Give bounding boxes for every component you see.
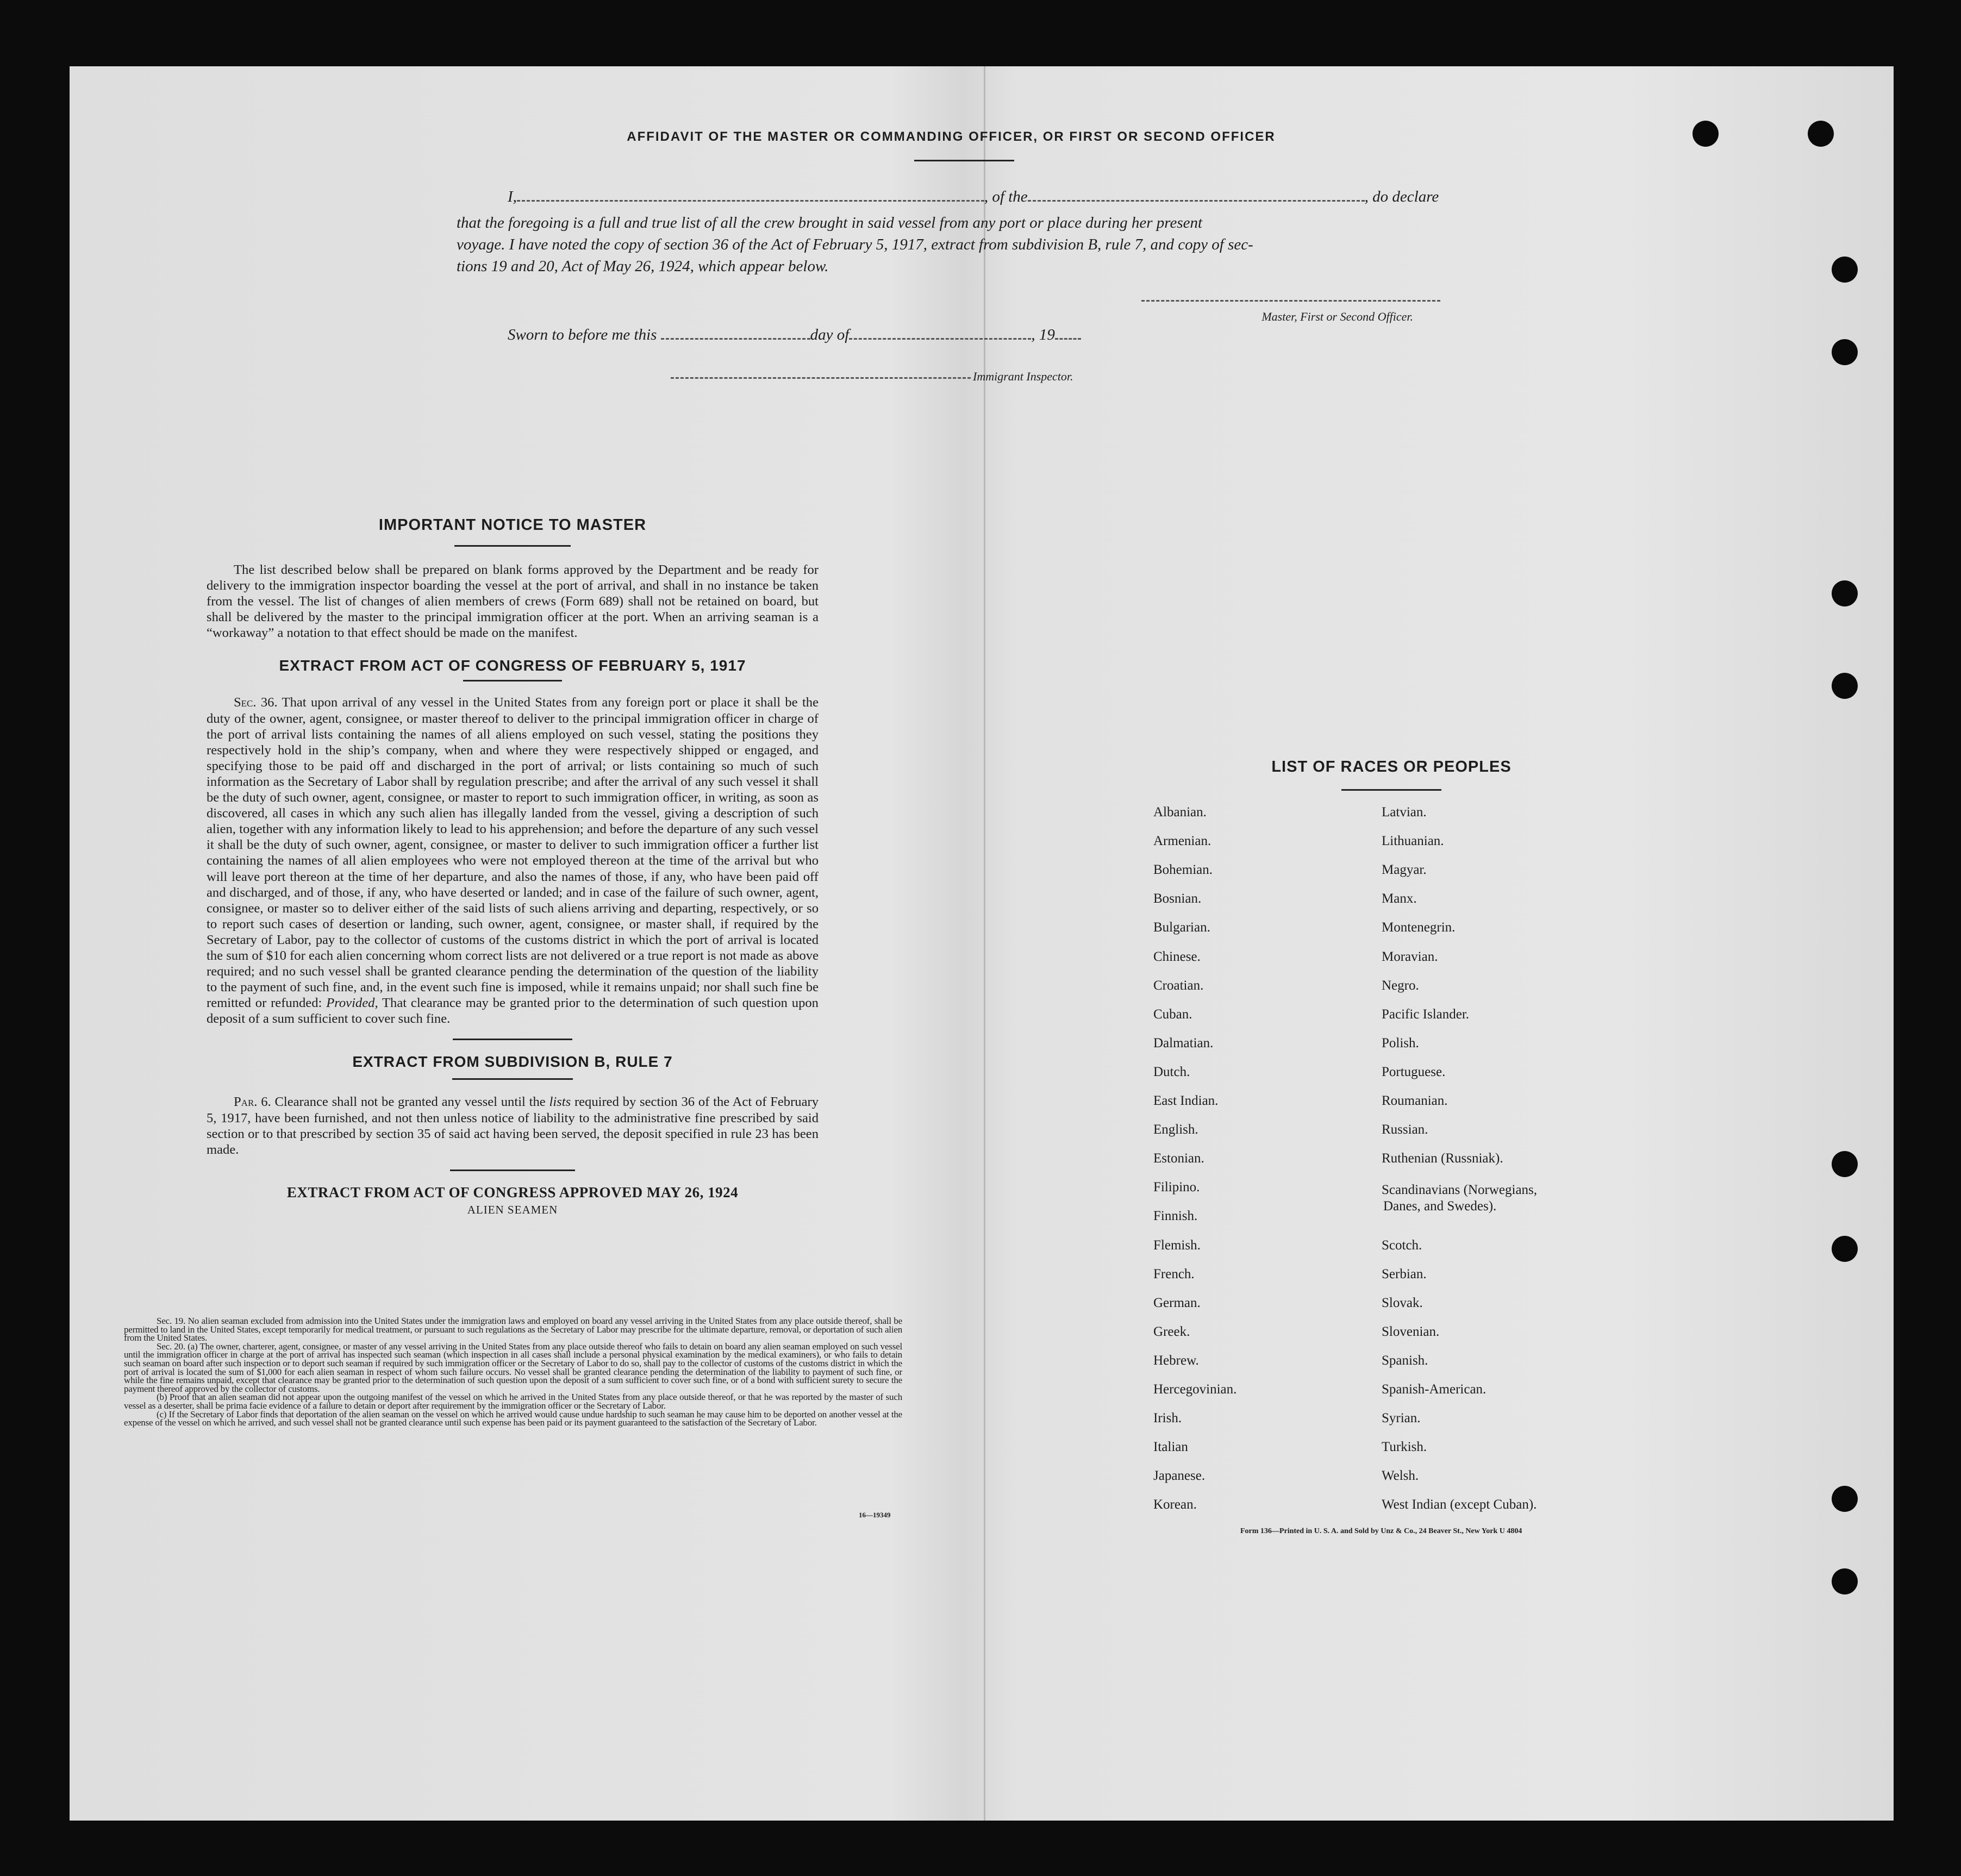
extract-rule7-title: EXTRACT FROM SUBDIVISION B, RULE 7 [352, 1053, 673, 1071]
punch-hole [1832, 1151, 1858, 1177]
race-item: Russian. [1382, 1122, 1428, 1137]
declarant-label: I, [508, 188, 517, 205]
sec-36-proviso: That clearance may be granted prior to the determination of such question upon deposit of a sum sufficient to cover such fine. [207, 996, 819, 1027]
provided-label: Provided, [326, 996, 378, 1011]
sec-20a-text: Sec. 20. (a) The owner, charterer, agent, consignee, or master of any vessel arriving in the United States from any place outside thereof who fails to detain on board any alien seaman employed on such vessel until the immigration officer in charge at the port of arrival has inspected such seaman (which inspection in all cases shall include a personal physical examination by the medical examiners), or who fails to detain such seaman on board after such inspection or to deport such seaman if required by such immigration officer or the Secretary of Labor to do so, shall pay to the collector of customs of the customs district in which the port of arrival is located the sum of $1,000 for each alien seaman in respect of whom such failure occurs. No vessel shall be granted clearance pending the determination of the liability to payment of such fine, or while the fine remains unpaid, except that clearance may be granted prior to the determination of such question upon the deposit of a sum sufficient to cover such fine, or of a bond with sufficient surety to secure the payment thereof approved by the collector of customs. [124, 1341, 902, 1394]
race-item: Hercegovinian. [1153, 1382, 1237, 1397]
extract-rule7-rule [452, 1078, 573, 1080]
inspector-signature-field[interactable] [671, 377, 971, 379]
race-item: Roumanian. [1382, 1093, 1448, 1108]
race-item: Greek. [1153, 1324, 1190, 1339]
race-item: East Indian. [1153, 1093, 1219, 1108]
extract-1924-title: EXTRACT FROM ACT OF CONGRESS APPROVED MAY 26, 1924 [286, 1184, 739, 1200]
race-item: Cuban. [1153, 1006, 1192, 1022]
master-signature-field[interactable] [1141, 300, 1440, 302]
punch-hole [1832, 339, 1858, 365]
races-title: LIST OF RACES OR PEOPLES [1271, 758, 1512, 776]
race-item: Hebrew. [1153, 1353, 1199, 1368]
race-item: Scotch. [1382, 1237, 1422, 1253]
punch-hole [1832, 1486, 1858, 1512]
race-item: West Indian (except Cuban). [1382, 1497, 1537, 1512]
race-item: Manx. [1382, 891, 1417, 906]
sworn-label: Sworn to before me this [508, 326, 657, 343]
race-item: Turkish. [1382, 1440, 1427, 1455]
punch-hole [1832, 673, 1858, 699]
race-item: Slovenian. [1382, 1324, 1440, 1339]
section-divider [450, 1170, 575, 1171]
race-item-continuation: Danes, and Swedes). [1383, 1199, 1497, 1214]
declaration-line-2: that the foregoing is a full and true list of all the crew brought in said vessel from any port or place during her present [457, 214, 1203, 232]
race-item: Bohemian. [1153, 862, 1213, 878]
race-item: Serbian. [1382, 1266, 1427, 1281]
sworn-year-field[interactable] [1055, 338, 1081, 340]
race-item: Korean. [1153, 1497, 1197, 1512]
declaration-text [457, 212, 1473, 277]
race-item: Bosnian. [1153, 891, 1202, 906]
race-item: French. [1153, 1266, 1195, 1281]
race-item: Portuguese. [1382, 1064, 1446, 1079]
title-rule [914, 160, 1014, 161]
race-item: Syrian. [1382, 1411, 1421, 1426]
race-item: Flemish. [1153, 1237, 1201, 1253]
race-item: Japanese. [1153, 1468, 1206, 1484]
declare-label: , do declare [1364, 188, 1439, 205]
inspector-signature-label: Immigrant Inspector. [973, 370, 1073, 383]
par-6-body-b: required by section 36 of the Act of February 5, 1917, have been furnished, and not then unless notice of liability to the administrative fine prescribed by said section or to that prescribed by section 35 of said act having been served, the deposit specified in rule 23 has been made. [207, 1095, 819, 1157]
race-item: Bulgarian. [1153, 920, 1210, 935]
race-item: Montenegrin. [1382, 920, 1456, 935]
sec-36-body: That upon arrival of any vessel in the United States from any foreign port or place it shall be the duty of the owner, agent, consignee, or master thereof to deliver to the principal immigration officer in charge of the port of arrival lists containing the names of all aliens employed on such vessel, stating the positions they respectively hold in the ship’s company, when and where they were respectively shipped or engaged, and specifying those to be paid off and discharged in the port of arrival; or lists containing so much of such information as the Secretary of Labor shall by regulation prescribe; and after the arrival of any such vessel it shall be the duty of such owner, agent, consignee, or master to report to such immigration officer, in writing, as soon as discovered, all cases in which any such alien has illegally landed from the vessel, giving a description of such alien, together with any information likely to lead to his apprehension; and before the departure of any such vessel it shall be the duty of such owner, agent, consignee, or master to deliver to such immigration officer a further list containing the names of all alien employees who were not employed thereon at the time of the arrival but who will leave port thereon at the time of her departure, and also the names of those, if any, who have been paid off and discharged, and of those, if any, who have deserted or landed; and in case of the failure of such owner, agent, consignee, or master so to deliver either of the said lists of such aliens arriving and departing, respectively, or so to report such cases of desertion or landing, such owner, agent, consignee, or master shall, if required by the Secretary of Labor, pay to the collector of customs of the customs district in which the port of arrival is located the sum of $10 for each alien concerning whom correct lists are not delivered or a true report is not made as above required; and no such vessel shall be granted clearance pending the determination of the question of the liability to the payment of such fine, and, in the event such fine is imposed, while it remains unpaid; nor shall such fine be remitted or refunded: [207, 695, 819, 1011]
notice-rule [454, 545, 571, 547]
punch-hole [1693, 121, 1719, 147]
left-column [207, 516, 819, 1217]
master-signature-label: Master, First or Second Officer. [1261, 310, 1413, 323]
race-item: Albanian. [1153, 805, 1207, 820]
sec-19-text: Sec. 19. No alien seaman excluded from admission into the United States under the immigration laws and employed on board any vessel arriving in the United States from any place outside thereof, shall be permitted to land in the United States, except temporarily for medical treatment, or pursuant to such regulations as the Secretary of Labor may prescribe for the ultimate departure, removal, or deportation of such alien from the United States. [124, 1316, 902, 1343]
race-item: Lithuanian. [1382, 834, 1444, 849]
race-item: Estonian. [1153, 1151, 1204, 1166]
punch-hole [1808, 121, 1834, 147]
race-item: Irish. [1153, 1411, 1182, 1426]
declaration-line-1 [508, 188, 1439, 206]
alien-seamen-text [124, 1317, 902, 1427]
sworn-month-field[interactable] [849, 338, 1031, 340]
punch-hole [1832, 1568, 1858, 1594]
punch-hole [1832, 580, 1858, 606]
extract-1924-subtitle: ALIEN SEAMEN [467, 1203, 558, 1216]
declaration-line-4: tions 19 and 20, Act of May 26, 1924, which appear below. [457, 258, 829, 275]
sworn-day-field[interactable] [661, 338, 810, 340]
race-item: Finnish. [1153, 1209, 1198, 1224]
races-rule [1341, 789, 1441, 791]
race-item: Italian [1153, 1440, 1188, 1455]
race-item: Chinese. [1153, 949, 1201, 964]
extract-1917-title: EXTRACT FROM ACT OF CONGRESS OF FEBRUARY 5, 1917 [279, 657, 746, 674]
race-item: Moravian. [1382, 949, 1438, 964]
day-of-label: day of [810, 326, 850, 343]
race-item: Negro. [1382, 978, 1419, 993]
race-item: Welsh. [1382, 1468, 1419, 1484]
race-item: Spanish. [1382, 1353, 1428, 1368]
race-item: Filipino. [1153, 1180, 1200, 1195]
sec-20b-text: (b) Proof that an alien seaman did not appear upon the outgoing manifest of the vessel on which he arrived in the United States from any place outside thereof, or that he was reported by the master of such vessel as a deserter, shall be prima facie evidence of a failure to detain or deport after requirement by the immigration officer or the Secretary of Labor. [124, 1392, 902, 1411]
sec-20c-text: (c) If the Secretary of Labor finds that deportation of the alien seaman on the vessel on which he arrived would cause undue hardship to such seaman he may cause him to be deported on another vessel at the expense of the vessel on which he arrived, and such vessel shall not be granted clearance until such expense has been paid or its payment guaranteed to the satisfaction of the Secretary of Labor. [124, 1409, 902, 1428]
sworn-line [508, 326, 1081, 344]
sec-36-text [207, 695, 819, 1027]
race-item: Ruthenian (Russniak). [1382, 1151, 1503, 1166]
sec-36-label: Sec. 36. [234, 695, 278, 710]
race-item: Dutch. [1153, 1064, 1190, 1079]
race-item: Pacific Islander. [1382, 1006, 1470, 1022]
par-6-label: Par. 6. [234, 1095, 271, 1110]
notice-title: IMPORTANT NOTICE TO MASTER [378, 516, 647, 534]
declarant-name-field[interactable] [517, 200, 984, 202]
race-item: Dalmatian. [1153, 1035, 1214, 1050]
affidavit-title: AFFIDAVIT OF THE MASTER OR COMMANDING OFFICER, OR FIRST OR SECOND OFFICER [627, 129, 1276, 144]
year-label: , 19 [1031, 326, 1055, 343]
race-item: Polish. [1382, 1035, 1419, 1050]
vessel-name-field[interactable] [1028, 200, 1365, 202]
par-6-text [207, 1094, 819, 1157]
declaration-line-3: voyage. I have noted the copy of section 36 of the Act of February 5, 1917, extract from subdivision B, rule 7, and copy of sec- [457, 236, 1253, 253]
race-item: English. [1153, 1122, 1198, 1137]
race-item: Latvian. [1382, 805, 1427, 820]
race-item: Scandinavians (Norwegians, [1382, 1183, 1538, 1198]
extract-1917-rule [463, 680, 562, 681]
race-item: Spanish-American. [1382, 1382, 1487, 1397]
race-item: Magyar. [1382, 862, 1427, 878]
punch-hole [1832, 1236, 1858, 1262]
race-item: Croatian. [1153, 978, 1204, 993]
vessel-label: , of the [984, 188, 1028, 205]
print-code: 16—19349 [859, 1511, 891, 1519]
race-item: Armenian. [1153, 834, 1211, 849]
form-footer: Form 136—Printed in U. S. A. and Sold by Unz & Co., 24 Beaver St., New York U 4804 [1240, 1527, 1522, 1535]
race-item: Slovak. [1382, 1295, 1423, 1310]
section-divider [453, 1039, 572, 1040]
lists-word: lists [549, 1095, 571, 1110]
punch-hole [1832, 257, 1858, 283]
par-6-body-a: Clearance shall not be granted any vessel until the [274, 1095, 546, 1110]
notice-text: The list described below shall be prepared on blank forms approved by the Department and be ready for delivery to the immigration inspector boarding the vessel at the port of arrival, and shall in no instance be taken from the vessel. The list of changes of alien members of crews (Form 689) shall not be retained on board, but shall be delivered by the master to the principal immigration officer at the port. When an arriving seaman is a “workaway” a notation to that effect should be made on the manifest. [207, 562, 819, 641]
race-item: German. [1153, 1295, 1201, 1310]
